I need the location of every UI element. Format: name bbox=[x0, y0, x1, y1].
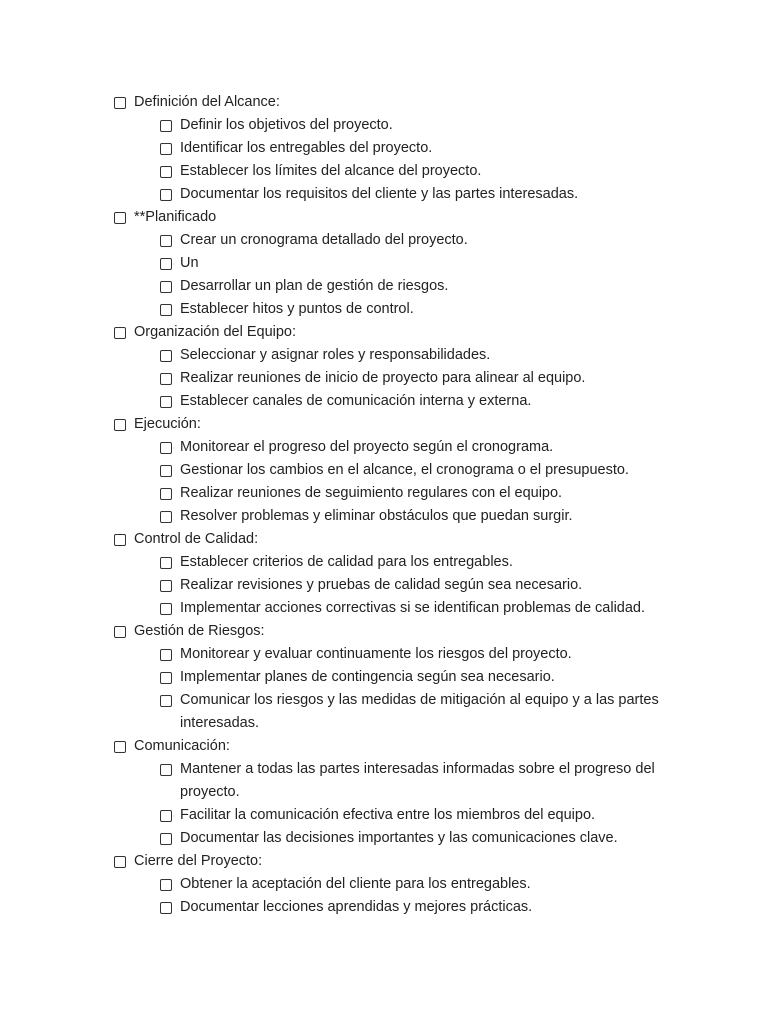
checklist-item-label: Monitorear y evaluar continuamente los riesgos del proyecto. bbox=[180, 646, 572, 662]
checklist-section bbox=[114, 850, 714, 873]
checklist-item-label: Seleccionar y asignar roles y responsabilidades. bbox=[180, 347, 491, 363]
checkbox[interactable] bbox=[160, 902, 172, 914]
checkbox[interactable] bbox=[114, 212, 126, 224]
checkbox[interactable] bbox=[160, 580, 172, 592]
checkbox[interactable] bbox=[160, 672, 172, 684]
checklist-document bbox=[114, 91, 714, 919]
checkbox[interactable] bbox=[160, 603, 172, 615]
checklist-subitem bbox=[160, 827, 714, 850]
checklist-subitem bbox=[160, 597, 714, 620]
checklist-subitem bbox=[160, 344, 714, 367]
checklist-section bbox=[114, 321, 714, 344]
checklist-subitem bbox=[160, 114, 714, 137]
checkbox[interactable] bbox=[114, 419, 126, 431]
checklist-subitem bbox=[160, 252, 714, 275]
checklist-item-label: Desarrollar un plan de gestión de riesgos. bbox=[180, 278, 449, 294]
checklist-section bbox=[114, 528, 714, 551]
checklist-subitem bbox=[160, 758, 714, 804]
checklist-section bbox=[114, 91, 714, 114]
checkbox[interactable] bbox=[114, 626, 126, 638]
checkbox[interactable] bbox=[160, 557, 172, 569]
checklist-item-label: Ejecución: bbox=[134, 416, 201, 432]
checklist-subitem bbox=[160, 666, 714, 689]
checklist-section bbox=[114, 413, 714, 436]
checklist-item-label: Establecer canales de comunicación interna y externa. bbox=[180, 393, 532, 409]
checkbox[interactable] bbox=[160, 833, 172, 845]
checklist-item-label: Establecer hitos y puntos de control. bbox=[180, 301, 414, 317]
checkbox[interactable] bbox=[160, 465, 172, 477]
checkbox[interactable] bbox=[160, 764, 172, 776]
checkbox[interactable] bbox=[160, 166, 172, 178]
checklist-subitem bbox=[160, 505, 714, 528]
checkbox[interactable] bbox=[160, 879, 172, 891]
checkbox[interactable] bbox=[160, 442, 172, 454]
checklist-item-label: Cierre del Proyecto: bbox=[134, 853, 263, 869]
checkbox[interactable] bbox=[160, 258, 172, 270]
checklist-item-label: Monitorear el progreso del proyecto según el cronograma. bbox=[180, 439, 554, 455]
checklist-subitem bbox=[160, 275, 714, 298]
checklist-item-label: Comunicación: bbox=[134, 738, 230, 754]
checklist-subitem bbox=[160, 183, 714, 206]
checklist-subitem bbox=[160, 229, 714, 252]
checklist-subitem bbox=[160, 873, 714, 896]
checkbox[interactable] bbox=[160, 235, 172, 247]
checklist-item-label: Implementar planes de contingencia según sea necesario. bbox=[180, 669, 555, 685]
checkbox[interactable] bbox=[160, 120, 172, 132]
checklist-subitem bbox=[160, 551, 714, 574]
checklist-item-label: Documentar las decisiones importantes y las comunicaciones clave. bbox=[180, 830, 618, 846]
checklist-item-label: Organización del Equipo: bbox=[134, 324, 297, 340]
checkbox[interactable] bbox=[160, 695, 172, 707]
checklist-item-label: Crear un cronograma detallado del proyecto. bbox=[180, 232, 468, 248]
checklist-item-label: Mantener a todas las partes interesadas informadas sobre el progreso del proyecto. bbox=[180, 761, 655, 800]
checklist-item-label: Comunicar los riesgos y las medidas de mitigación al equipo y a las partes interesadas. bbox=[180, 692, 659, 731]
checklist-item-label: Realizar revisiones y pruebas de calidad según sea necesario. bbox=[180, 577, 583, 593]
checklist-item-label: Control de Calidad: bbox=[134, 531, 259, 547]
checkbox[interactable] bbox=[160, 281, 172, 293]
checklist-subitem bbox=[160, 137, 714, 160]
checklist-item-label: Realizar reuniones de inicio de proyecto para alinear al equipo. bbox=[180, 370, 586, 386]
checkbox[interactable] bbox=[160, 649, 172, 661]
checkbox[interactable] bbox=[114, 327, 126, 339]
checkbox[interactable] bbox=[160, 511, 172, 523]
checkbox[interactable] bbox=[160, 304, 172, 316]
checklist-item-label: Realizar reuniones de seguimiento regulares con el equipo. bbox=[180, 485, 563, 501]
checklist-subitem bbox=[160, 804, 714, 827]
checkbox[interactable] bbox=[160, 488, 172, 500]
checklist-item-label: Obtener la aceptación del cliente para los entregables. bbox=[180, 876, 531, 892]
checkbox[interactable] bbox=[160, 350, 172, 362]
checklist-subitem bbox=[160, 643, 714, 666]
checkbox[interactable] bbox=[114, 534, 126, 546]
checkbox[interactable] bbox=[160, 189, 172, 201]
checklist-subitem bbox=[160, 482, 714, 505]
checklist-item-label: Definir los objetivos del proyecto. bbox=[180, 117, 393, 133]
checklist-subitem bbox=[160, 367, 714, 390]
checkbox[interactable] bbox=[160, 373, 172, 385]
checkbox[interactable] bbox=[160, 396, 172, 408]
checklist-subitem bbox=[160, 896, 714, 919]
checklist-item-label: Gestión de Riesgos: bbox=[134, 623, 265, 639]
checklist-item-label: Definición del Alcance: bbox=[134, 94, 280, 110]
checklist-item-label: Establecer criterios de calidad para los entregables. bbox=[180, 554, 513, 570]
checklist-item-label: Facilitar la comunicación efectiva entre los miembros del equipo. bbox=[180, 807, 596, 823]
checklist-item-label: Documentar lecciones aprendidas y mejores prácticas. bbox=[180, 899, 533, 915]
checklist-section bbox=[114, 206, 714, 229]
checklist-section bbox=[114, 735, 714, 758]
checklist-item-label: Resolver problemas y eliminar obstáculos que puedan surgir. bbox=[180, 508, 573, 524]
checklist-item-label: Identificar los entregables del proyecto. bbox=[180, 140, 433, 156]
checkbox[interactable] bbox=[114, 741, 126, 753]
checklist-item-label: Implementar acciones correctivas si se identifican problemas de calidad. bbox=[180, 600, 646, 616]
checkbox[interactable] bbox=[114, 856, 126, 868]
checkbox[interactable] bbox=[160, 810, 172, 822]
checklist-item-label: Un bbox=[180, 255, 199, 271]
checklist-subitem bbox=[160, 160, 714, 183]
checklist-subitem bbox=[160, 689, 714, 735]
checklist-subitem bbox=[160, 574, 714, 597]
checklist-item-label: Establecer los límites del alcance del proyecto. bbox=[180, 163, 482, 179]
checklist-subitem bbox=[160, 436, 714, 459]
checklist-subitem bbox=[160, 390, 714, 413]
checklist-item-label: Documentar los requisitos del cliente y las partes interesadas. bbox=[180, 186, 579, 202]
checklist-item-label: **Planificado bbox=[134, 209, 217, 225]
checkbox[interactable] bbox=[160, 143, 172, 155]
checklist-subitem bbox=[160, 459, 714, 482]
checklist-subitem bbox=[160, 298, 714, 321]
checkbox[interactable] bbox=[114, 97, 126, 109]
checklist-section bbox=[114, 620, 714, 643]
checklist-item-label: Gestionar los cambios en el alcance, el cronograma o el presupuesto. bbox=[180, 462, 629, 478]
